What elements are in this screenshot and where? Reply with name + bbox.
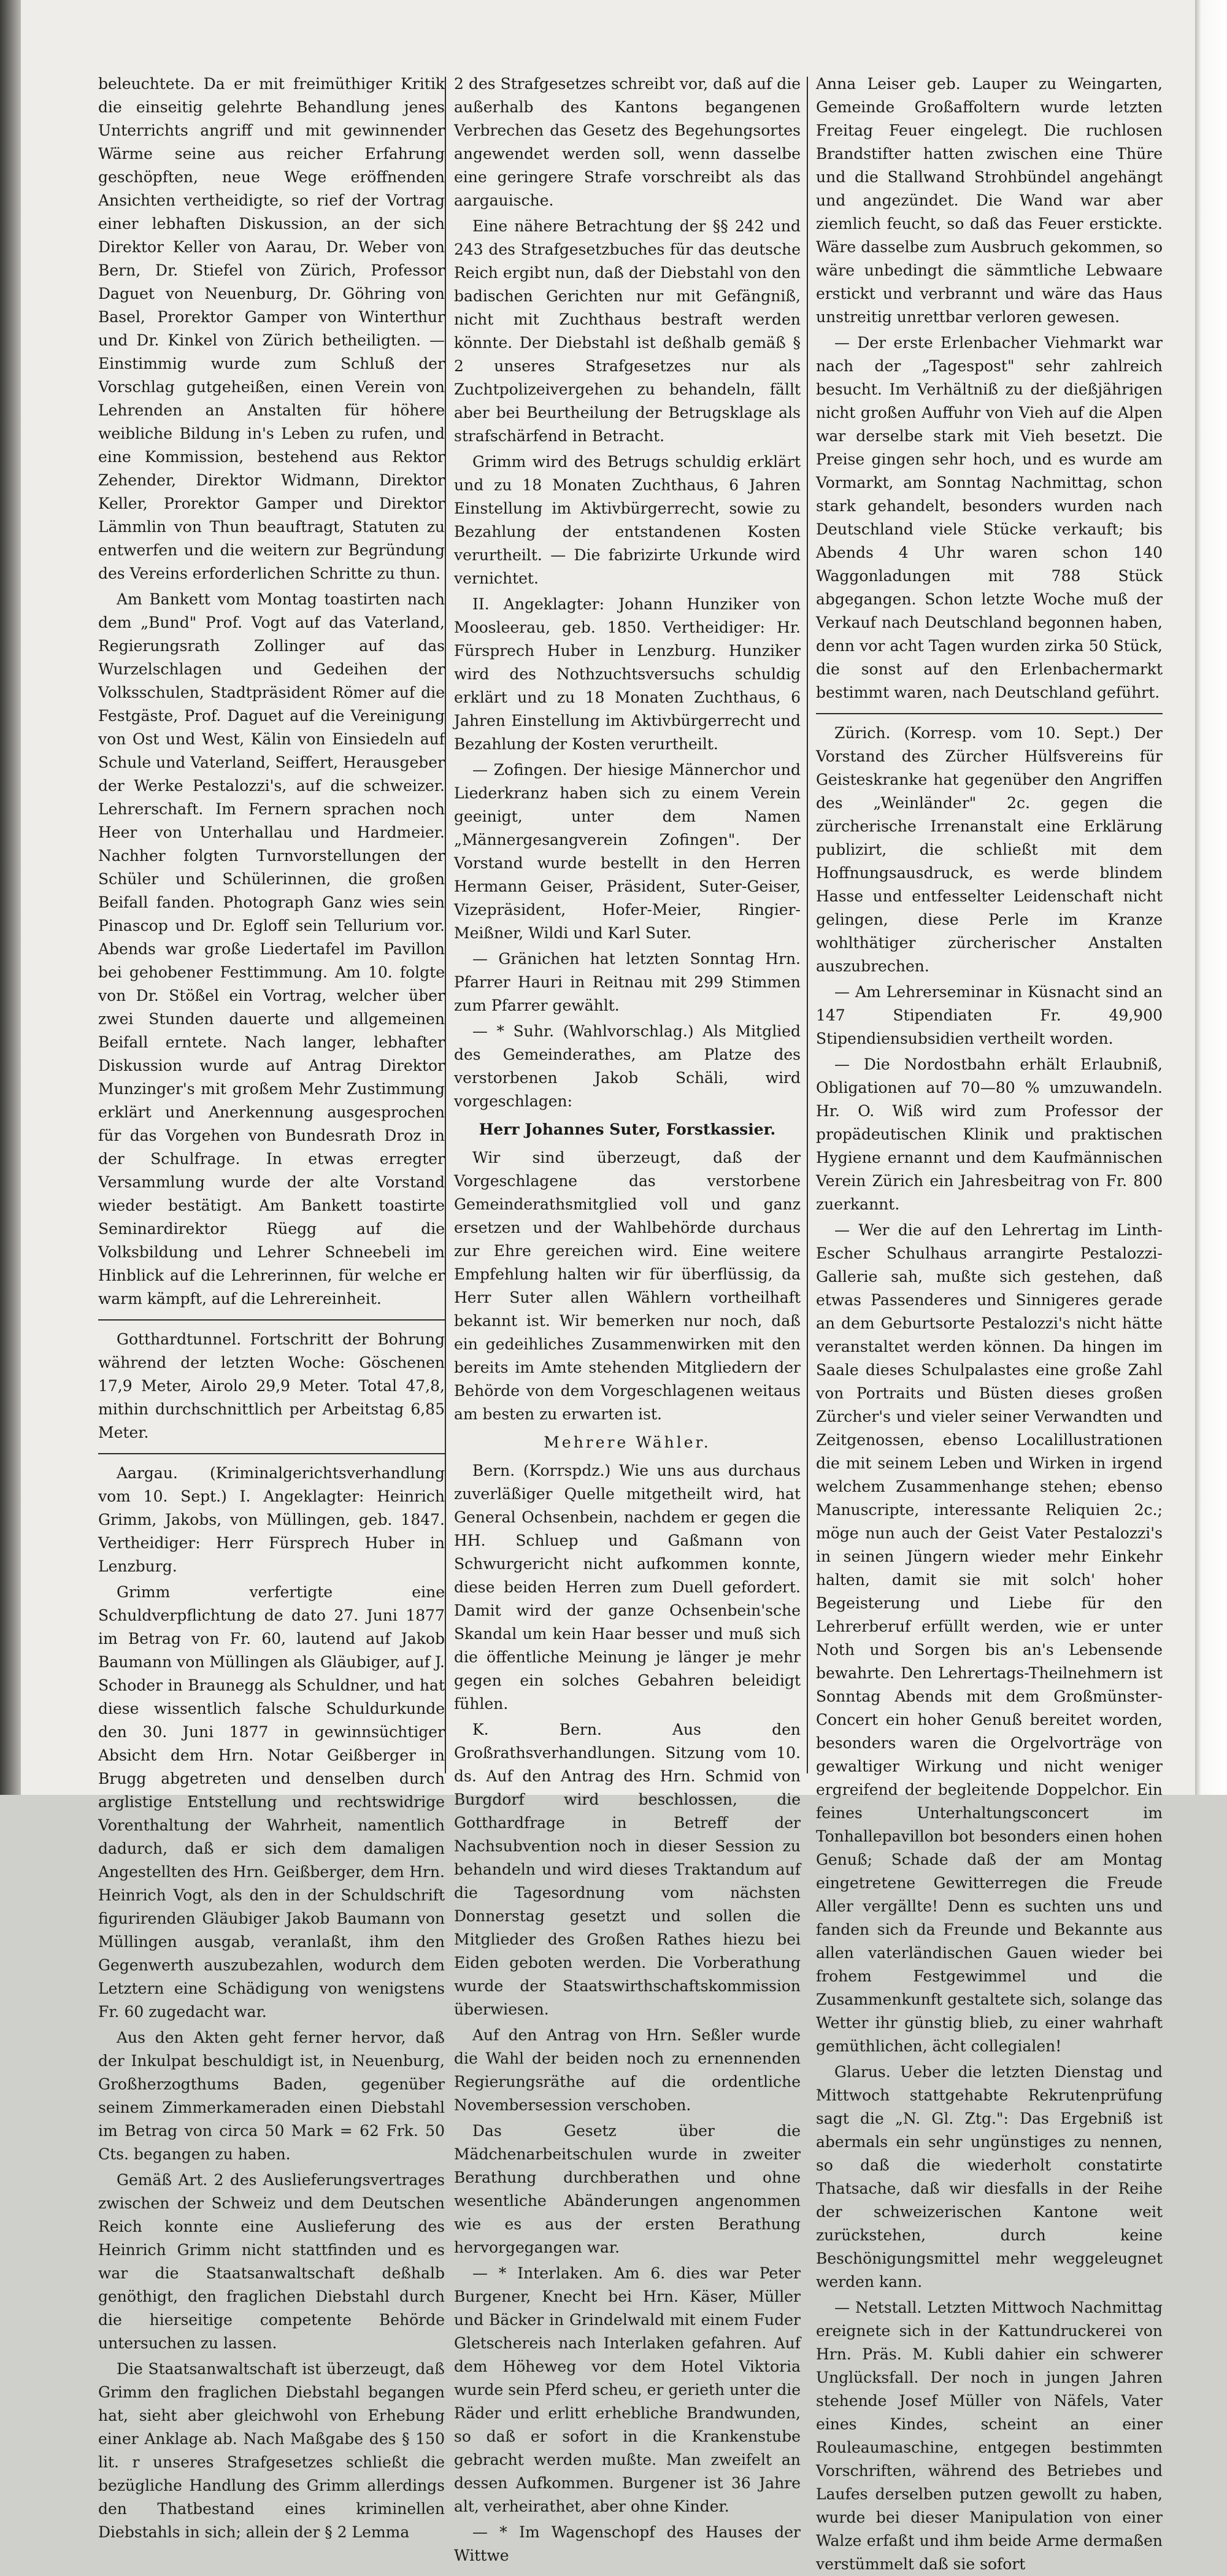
column-1: [98, 72, 445, 2541]
scan-right-margin: [1195, 0, 1227, 1795]
scan-binding-edge: [0, 0, 21, 1795]
article-paragraph: Das Gesetz über die Mädchenarbeitschulen wurde in zweiter Berathung durchberathen und ohne wesentliche Abänderungen angenommen wie es aus der ersten Berathung hervorgegangen war.: [454, 2122, 801, 2256]
article-paragraph: Anna Leiser geb. Lauper zu Weingarten, Gemeinde Großaffoltern wurde letzten Freitag Feuer eingelegt. Die ruchlosen Brandstifter hatten zwischen eine Thüre und die Stallwand Strohbündel angehängt und angezündet. Die Wand war aber ziemlich feucht, so daß das Feuer erstickte. Wäre dasselbe zum Ausbruch gekommen, so wäre unbedingt die sämmtliche Lebwaare erstickt und verbrannt und wäre das Haus unstreitig unrettbar verloren gewesen.: [816, 75, 1163, 326]
article-paragraph: Die Staatsanwaltschaft ist überzeugt, daß Grimm den fraglichen Diebstahl begangen hat, sieht aber gleichwohl von Erhebung einer Anklage ab. Nach Maßgabe des § 150 lit. r unseres Strafgesetzes schließt die bezügliche Handlung des Grimm allerdings den Thatbestand eines kriminellen Diebstahls in sich; allein der § 2 Lemma: [98, 2360, 445, 2541]
article-paragraph: Auf den Antrag von Hrn. Seßler wurde die Wahl der beiden noch zu ernennenden Regierungsräthe auf die ordentliche Novembersession verschoben.: [454, 2026, 801, 2114]
column-2: [454, 72, 801, 2564]
column-rule-1: [445, 77, 446, 1773]
article-paragraph: — Die Nordostbahn erhält Erlaubniß, Obligationen auf 70—80 % umzuwandeln. Hr. O. Wiß wird zum Professor der propädeutischen Klinik und praktischen Hygiene ernannt und dem Kaufmännischen Verein Zürich ein Jahresbeitrag von Fr. 800 zuerkannt.: [816, 1055, 1163, 1213]
article-paragraph: Am Bankett vom Montag toastirten nach dem „Bund" Prof. Vogt auf das Vaterland, Regierungsrath Zollinger auf das Wurzelschlagen und Gedeihen der Volksschulen, Stadtpräsident Römer auf die Festgäste, Prof. Daguet auf die Vereinigung von Ost und West, Kälin von Einsiedeln auf Schule und Vaterland, Seiffert, Herausgeber der Werke Pestalozzi's, auf die schweizer. Lehrerschaft. Im Fernern sprachen noch Heer von Unterhallau und Hardmeier. Nachher folgten Turnvorstellungen der Schüler und Schülerinnen, die großen Beifall fanden. Photograph Ganz wies sein Pinascop und Dr. Egloff sein Tellurium vor. Abends war große Liedertafel im Pavillon bei gehobener Festtimmung. Am 10. folgte von Dr. Stößel ein Vortrag, welcher über zwei Stunden dauerte und allgemeinen Beifall erntete. Nach langer, lebhafter Diskussion wurde auf Antrag Direktor Munzinger's mit großem Mehr Zustimmung erklärt und Anerkennung ausgesprochen für das Vorgehen von Bundesrath Droz in der Schulfrage. In etwas erregter Versammlung wurde der alte Vorstand wieder bestätigt. Am Bankett toastirte Seminardirektor Rüegg auf die Volksbildung und Lehrer Schneebeli im Hinblick auf die Lehrerinnen, für welche er warm kämpft, auf die Lehrereinheit.: [98, 590, 445, 1308]
section-divider: [98, 1453, 445, 1454]
news-item-netstall: — Netstall. Letzten Mittwoch Nachmittag ereignete sich in der Kattundruckerei von Hrn. Präs. M. Kubli dahier ein schwerer Unglücksfall. Der noch in jungen Jahren stehende Josef Müller von Näfels, Vater eines Kindes, scheint an einer Rouleaumaschine, entgegen bestimmten Vorschriften, während des Betriebes und Laufes derselben putzen gewollt zu haben, wurde bei dieser Manipulation von einer Walze erfaßt und ihm beide Arme dermaßen verstümmelt daß sie sofort: [816, 2299, 1163, 2573]
column-3: [816, 72, 1163, 2573]
article-paragraph: — * Im Wagenschopf des Hauses der Wittwe: [454, 2523, 801, 2564]
news-item-suhr: — * Suhr. (Wahlvorschlag.) Als Mitglied des Gemeinderathes, am Platze des verstorbenen Jakob Schäli, wird vorgeschlagen:: [454, 1022, 801, 1110]
news-item-bern-grossrat: K. Bern. Aus den Großrathsverhandlungen. Sitzung vom 10. ds. Auf den Antrag des Hrn. Schmid von Burgdorf wird beschlossen, die Gotthardfrage in Betreff der Nachsubvention noch in dieser Session zu behandeln und wird dieses Traktandum auf die Tagesordnung vom nächsten Donnerstag gesetzt und sollen die Mitglieder des Großen Rathes hiezu bei Eiden geboten werden. Die Vorberathung wurde der Staatswirthschaftskommission überwiesen.: [454, 1721, 801, 2018]
news-item-zofingen: — Zofingen. Der hiesige Männerchor und Liederkranz haben sich zu einem Verein geeinigt, unter dem Namen „Männergesangverein Zofingen". Der Vorstand wurde bestellt in den Herren Hermann Geiser, Präsident, Suter-Geiser, Vizepräsident, Hofer-Meier, Ringier-Meißner, Wildi und Karl Suter.: [454, 761, 801, 942]
article-paragraph: Grimm wird des Betrugs schuldig erklärt und zu 18 Monaten Zuchthaus, 6 Jahren Einstellung im Aktivbürgerrecht, sowie zu Bezahlung der entstandenen Kosten verurtheilt. — Die fabrizirte Urkunde wird vernichtet.: [454, 453, 801, 587]
news-item-graenichen: — Gränichen hat letzten Sonntag Hrn. Pfarrer Hauri in Reitnau mit 299 Stimmen zum Pfarrer gewählt.: [454, 950, 801, 1014]
article-paragraph: II. Angeklagter: Johann Hunziker von Moosleerau, geb. 1850. Vertheidiger: Hr. Fürsprech Huber in Lenzburg. Hunziker wird des Nothzuchtsversuchs schuldig erklärt und zu 18 Monaten Zuchthaus, 6 Jahren Einstellung im Aktivbürgerrecht und Bezahlung der Kosten verurtheilt.: [454, 595, 801, 753]
article-paragraph: Eine nähere Betrachtung der §§ 242 und 243 des Strafgesetzbuches für das deutsche Reich ergibt nun, daß der Diebstahl von den badischen Gerichten nur mit Gefängniß, nicht mit Zuchthaus bestraft werden könnte. Der Diebstahl ist deßhalb gemäß § 2 unseres Strafgesetzes nur als Zuchtpolizeivergehen zu behandeln, fällt aber bei Beurtheilung der Betrugsklage als strafschärfend in Betracht.: [454, 217, 801, 445]
article-paragraph: Gemäß Art. 2 des Auslieferungsvertrages zwischen der Schweiz und dem Deutschen Reich konnte eine Auslieferung des Heinrich Grimm nicht stattfinden und es war die Staatsanwaltschaft deßhalb genöthigt, den fraglichen Diebstahl durch die hierseitige competente Behörde untersuchen zu lassen.: [98, 2171, 445, 2352]
article-paragraph: Wir sind überzeugt, daß der Vorgeschlagene das verstorbene Gemeinderathsmitglied voll und ganz ersetzen und der Wahlbehörde durchaus zur Ehre gereichen wird. Eine weitere Empfehlung halten wir für überflüssig, da Herr Suter allen Wählern vortheilhaft bekannt ist. Wir bemerken nur noch, daß ein gedeihliches Zusammenwirken mit den bereits im Amte stehenden Mitgliedern der Behörde von dem Vorgeschlagenen weitaus am besten zu erwarten ist.: [454, 1149, 801, 1423]
article-paragraph: Grimm verfertigte eine Schuldverpflichtung de dato 27. Juni 1877 im Betrag von Fr. 60, lautend auf Jakob Baumann von Müllingen als Gläubiger, auf J. Schoder in Braunegg als Schuldner, und hat diese wissentlich falsche Schuldurkunde den 30. Juni 1877 in gewinnsüchtiger Absicht dem Hrn. Notar Geißberger in Brugg abgetreten und denselben durch arglistige Entstellung und rechtswidrige Vorenthaltung der Wahrheit, namentlich dadurch, daß er sich dem damaligen Angestellten des Hrn. Geißberger, dem Hrn. Heinrich Vogt, als den in der Schuldschrift figurirenden Gläubiger Jakob Baumann von Müllingen ausgab, veranlaßt, ihm den Gegenwerth auszubezahlen, wodurch dem Letztern eine Schädigung von wenigstens Fr. 60 zugedacht war.: [98, 1583, 445, 2021]
signature-line: Mehrere Wähler.: [544, 1433, 711, 1451]
news-item-bern: Bern. (Korrspdz.) Wie uns aus durchaus zuverläßiger Quelle mitgetheilt wird, hat General Ochsenbein, nachdem er gegen die HH. Schluep und Gaßmann von Schwurgericht nicht aufkommen konnte, diese beiden Herren zum Duell gefordert. Damit wird der ganze Ochsenbein'sche Skandal um kein Haar besser und muß sich die öffentliche Meinung je länger je mehr gegen ein solches Gebahren beleidigt fühlen.: [454, 1462, 801, 1713]
article-paragraph: — Am Lehrerseminar in Küsnacht sind an 147 Stipendiaten Fr. 49,900 Stipendiensubsidien vertheilt worden.: [816, 983, 1163, 1047]
news-item-glarus: Glarus. Ueber die letzten Dienstag und Mittwoch stattgehabte Rekrutenprüfung sagt die „N. Gl. Ztg.": Das Ergebniß ist abermals ein sehr ungünstiges zu nennen, so daß die wiederholt constatirte Thatsache, daß wir diesfalls in der Reihe der schweizerischen Kantone weit zurückstehen, durch keine Beschönigungsmittel mehr weggeleugnet werden kann.: [816, 2063, 1163, 2291]
article-paragraph: Aus den Akten geht ferner hervor, daß der Inkulpat beschuldigt ist, in Neuenburg, Großherzogthums Baden, gegenüber seinem Zimmerkameraden einen Diebstahl im Betrag von circa 50 Mark = 62 Frk. 50 Cts. begangen zu haben.: [98, 2029, 445, 2163]
article-paragraph: 2 des Strafgesetzes schreibt vor, daß auf die außerhalb des Kantons begangenen Verbrechen das Gesetz des Begehungsortes angewendet werden soll, wenn dasselbe eine geringere Strafe vorschreibt als das aargauische.: [454, 75, 801, 209]
news-item-zuerich: Zürich. (Korresp. vom 10. Sept.) Der Vorstand des Zürcher Hülfsvereins für Geisteskranke hat gegenüber den Angriffen des „Weinländer" 2c. gegen die zürcherische Irrenanstalt eine Erklärung publizirt, die schließt mit dem Hoffnungsausdruck, es werde blindem Hasse und entfesselter Leidenschaft nicht gelingen, diese Perle im Kranze wohlthätiger zürcherischer Anstalten auszubrechen.: [816, 724, 1163, 975]
article-paragraph: beleuchtete. Da er mit freimüthiger Kritik die einseitig gelehrte Behandlung jenes Unterrichts angriff und mit gewinnender Wärme seine aus reicher Erfahrung geschöpften, neue Wege eröffnenden Ansichten vertheidigte, so rief der Vortrag einer lebhaften Diskussion, an der sich Direktor Keller von Aarau, Dr. Weber von Bern, Dr. Stiefel von Zürich, Professor Daguet von Neuenburg, Dr. Göhring von Basel, Prorektor Gamper von Winterthur und Dr. Kinkel von Zürich betheiligten. — Einstimmig wurde zum Schluß der Vorschlag gutgeheißen, einen Verein von Lehrenden an Anstalten für höhere weibliche Bildung in's Leben zu rufen, und eine Kommission, bestehend aus Rektor Zehender, Direktor Widmann, Direktor Keller, Prorektor Gamper und Direktor Lämmlin von Thun beauftragt, Statuten zu entwerfen und die weitern zur Begründung des Vereins erforderlichen Schritte zu thun.: [98, 75, 445, 582]
column-rule-2: [807, 77, 808, 1773]
news-item-aargau: Aargau. (Kriminalgerichtsverhandlung vom 10. Sept.) I. Angeklagter: Heinrich Grimm, Jakobs, von Müllingen, geb. 1847. Vertheidiger: Herr Fürsprech Huber in Lenzburg.: [98, 1464, 445, 1575]
section-divider: [98, 1319, 445, 1321]
candidate-name: Herr Johannes Suter, Forstkassier.: [479, 1120, 776, 1138]
news-item-gotthardtunnel: Gotthardtunnel. Fortschritt der Bohrung während der letzten Woche: Göschenen 17,9 Meter, Airolo 29,9 Meter. Total 47,8, mithin durchschnittlich per Arbeitstag 6,85 Meter.: [98, 1330, 445, 1441]
section-divider: [816, 713, 1163, 714]
news-item-interlaken: — * Interlaken. Am 6. dies war Peter Burgener, Knecht bei Hrn. Käser, Müller und Bäcker in Grindelwald mit einem Fuder Gletschereis nach Interlaken gefahren. Auf dem Höheweg vor dem Hotel Viktoria wurde sein Pferd scheu, er gerieth unter die Räder und erlitt erhebliche Brandwunden, so daß er sofort in die Krankenstube gebracht werden mußte. Man zweifelt an dessen Aufkommen. Burgener ist 36 Jahre alt, verheirathet, aber ohne Kinder.: [454, 2264, 801, 2515]
article-paragraph: — Wer die auf den Lehrertag im Linth-Escher Schulhaus arrangirte Pestalozzi-Gallerie sah, mußte sich gestehen, daß etwas Passenderes und Sinnigeres gerade an dem Geburtsorte Pestalozzi's nicht hätte veranstaltet werden können. Da hingen im Saale dieses Schulpalastes eine große Zahl von Portraits und Büsten dieses großen Zürcher's und vieler seiner Verwandten und Zeitgenossen, ebenso Localillustrationen die mit seinem Leben und Wirken in irgend welchem Zusammenhange stehen; ebenso Manuscripte, interessante Reliquien 2c.; möge nun auch der Geist Vater Pestalozzi's in seinen Jüngern wieder mehr Einkehr halten, damit sie mit solch' hoher Begeisterung und Liebe für den Lehrerberuf erfüllt werden, wie er unter Noth und Sorgen bis an's Lebensende bewahrte. Den Lehrertags-Theilnehmern ist Sonntag Abends mit dem Großmünster-Concert ein hoher Genuß bereitet worden, besonders waren die Orgelvorträge von gewaltiger Wirkung und nicht weniger ergreifend der begleitende Doppelchor. Ein feines Unterhaltungsconcert im Tonhallepavillon bot besonders einen hohen Genuß; Schade daß der am Montag eingetretene Gewitterregen die Freude Aller vergällte! Denn es suchten uns und fanden sich da Freunde und Bekannte aus allen vaterländischen Gauen wieder bei frohem Festgewimmel und die Zusammenkunft gestaltete sich, solange das Wetter ihr günstig blieb, zu einer wahrhaft gemüthlichen, ächt collegialen!: [816, 1221, 1163, 2055]
news-item-erlenbach: — Der erste Erlenbacher Viehmarkt war nach der „Tagespost" sehr zahlreich besucht. Im Verhältniß zu der dießjährigen nicht großen Auffuhr von Vieh auf die Alpen war derselbe stark mit Vieh besetzt. Die Preise gingen sehr hoch, und es wurde am Vormarkt, am Sonntag Nachmittag, schon stark gehandelt, besonders wurden nach Deutschland viele Stücke verkauft; bis Abends 4 Uhr waren schon 140 Waggonladungen mit 788 Stück abgegangen. Schon letzte Woche muß der Verkauf nach Deutschland begonnen haben, denn vor acht Tagen wurden zirka 50 Stück, die sonst auf den Erlenbachermarkt bestimmt waren, nach Deutschland geführt.: [816, 334, 1163, 701]
